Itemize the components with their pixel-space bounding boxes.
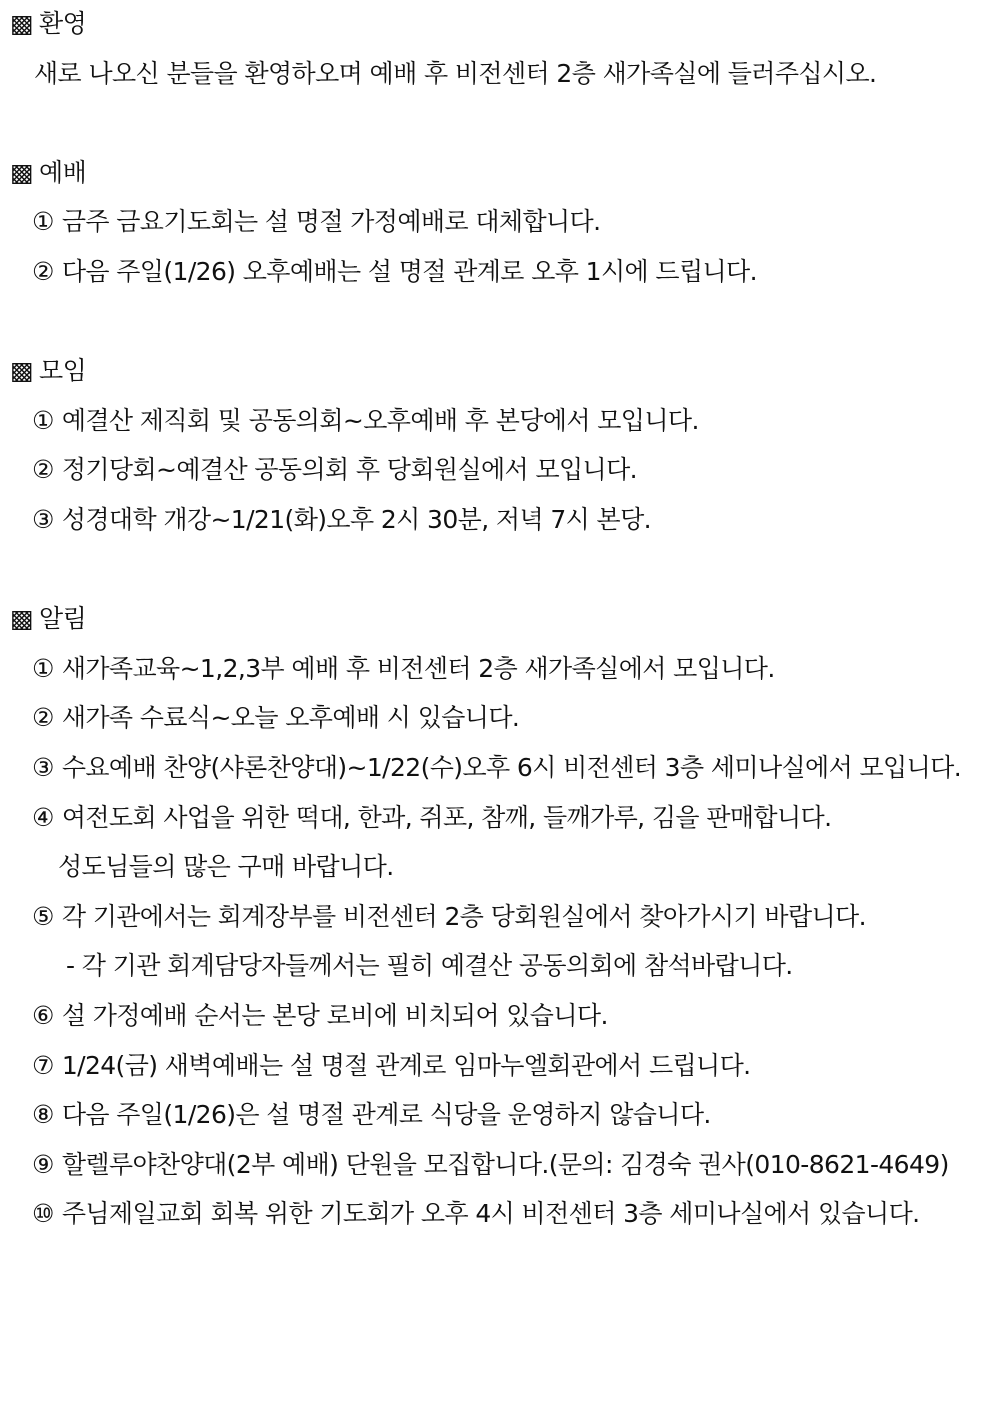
section-title: 환영	[39, 9, 87, 38]
list-item	[32, 900, 866, 934]
item-number: ①	[32, 654, 54, 683]
section-heading-welcome	[10, 7, 86, 41]
item-number: ⑧	[32, 1100, 54, 1129]
item-number: ⑤	[32, 902, 54, 931]
item-text: 예결산 제직회 및 공동의회~오후예배 후 본당에서 모입니다.	[61, 406, 699, 435]
list-item	[32, 751, 961, 785]
item-number: ②	[32, 257, 54, 286]
item-subnote: - 각 기관 회계담당자들께서는 필히 예결산 공동의회에 참석바랍니다.	[66, 951, 793, 980]
item-number: ②	[32, 455, 54, 484]
item-text: 수요예배 찬양(샤론찬양대)~1/22(수)오후 6시 비전센터 3층 세미나실에서 모입니다.	[61, 753, 962, 782]
welcome-text: 새로 나오신 분들을 환영하오며 예배 후 비전센터 2층 새가족실에 들러주십시오.	[34, 59, 877, 88]
item-number: ⑦	[32, 1051, 54, 1080]
item-text: 여전도회 사업을 위한 떡대, 한과, 쥐포, 참깨, 들깨가루, 김을 판매합니다.	[61, 803, 832, 832]
item-text: 주님제일교회 회복 위한 기도회가 오후 4시 비전센터 3층 세미나실에서 있습니다.	[61, 1199, 920, 1228]
item-number: ③	[32, 505, 54, 534]
list-item	[32, 503, 651, 537]
item-number: ⑥	[32, 1001, 54, 1030]
list-item	[32, 1098, 711, 1132]
item-text: 설 가정예배 순서는 본당 로비에 비치되어 있습니다.	[61, 1001, 608, 1030]
section-title: 모임	[39, 356, 87, 385]
section-title: 예배	[39, 158, 87, 187]
item-number: ⑩	[32, 1199, 54, 1228]
section-title: 알림	[39, 604, 87, 633]
item-text: 1/24(금) 새벽예배는 설 명절 관계로 임마누엘회관에서 드립니다.	[61, 1051, 751, 1080]
list-item	[32, 1049, 751, 1083]
item-number: ⑨	[32, 1150, 54, 1179]
item-text: 새가족교육~1,2,3부 예배 후 비전센터 2층 새가족실에서 모입니다.	[61, 654, 775, 683]
list-item	[32, 1148, 949, 1182]
item-text: 금주 금요기도회는 설 명절 가정예배로 대체합니다.	[61, 207, 601, 236]
section-marker-icon: ▩	[10, 9, 34, 38]
item-number: ①	[32, 207, 54, 236]
list-item	[32, 652, 775, 686]
section-marker-icon: ▩	[10, 158, 34, 187]
section-heading-notices	[10, 602, 86, 636]
item-number: ③	[32, 753, 54, 782]
item-text: 각 기관에서는 회계장부를 비전센터 2층 당회원실에서 찾아가시기 바랍니다.	[61, 902, 866, 931]
list-item	[32, 205, 600, 239]
item-number: ②	[32, 703, 54, 732]
item-continuation: 성도님들의 많은 구매 바랍니다.	[58, 852, 394, 881]
item-text: 다음 주일(1/26) 오후예배는 설 명절 관계로 오후 1시에 드립니다.	[61, 257, 757, 286]
item-number: ①	[32, 406, 54, 435]
item-text: 새가족 수료식~오늘 오후예배 시 있습니다.	[61, 703, 520, 732]
item-text: 할렐루야찬양대(2부 예배) 단원을 모집합니다.(문의: 김경숙 권사(010-8621-4649)	[61, 1150, 949, 1179]
list-item	[32, 999, 608, 1033]
list-item	[32, 1197, 920, 1231]
list-item	[32, 801, 831, 835]
item-text: 다음 주일(1/26)은 설 명절 관계로 식당을 운영하지 않습니다.	[61, 1100, 711, 1129]
item-number: ④	[32, 803, 54, 832]
item-text: 정기당회~예결산 공동의회 후 당회원실에서 모입니다.	[61, 455, 637, 484]
list-item	[32, 453, 637, 487]
section-heading-worship	[10, 156, 86, 190]
section-marker-icon: ▩	[10, 604, 34, 633]
section-heading-meetings	[10, 354, 86, 388]
list-item	[32, 255, 757, 289]
section-marker-icon: ▩	[10, 356, 34, 385]
item-text: 성경대학 개강~1/21(화)오후 2시 30분, 저녁 7시 본당.	[61, 505, 652, 534]
list-item	[32, 701, 519, 735]
list-item	[32, 404, 699, 438]
